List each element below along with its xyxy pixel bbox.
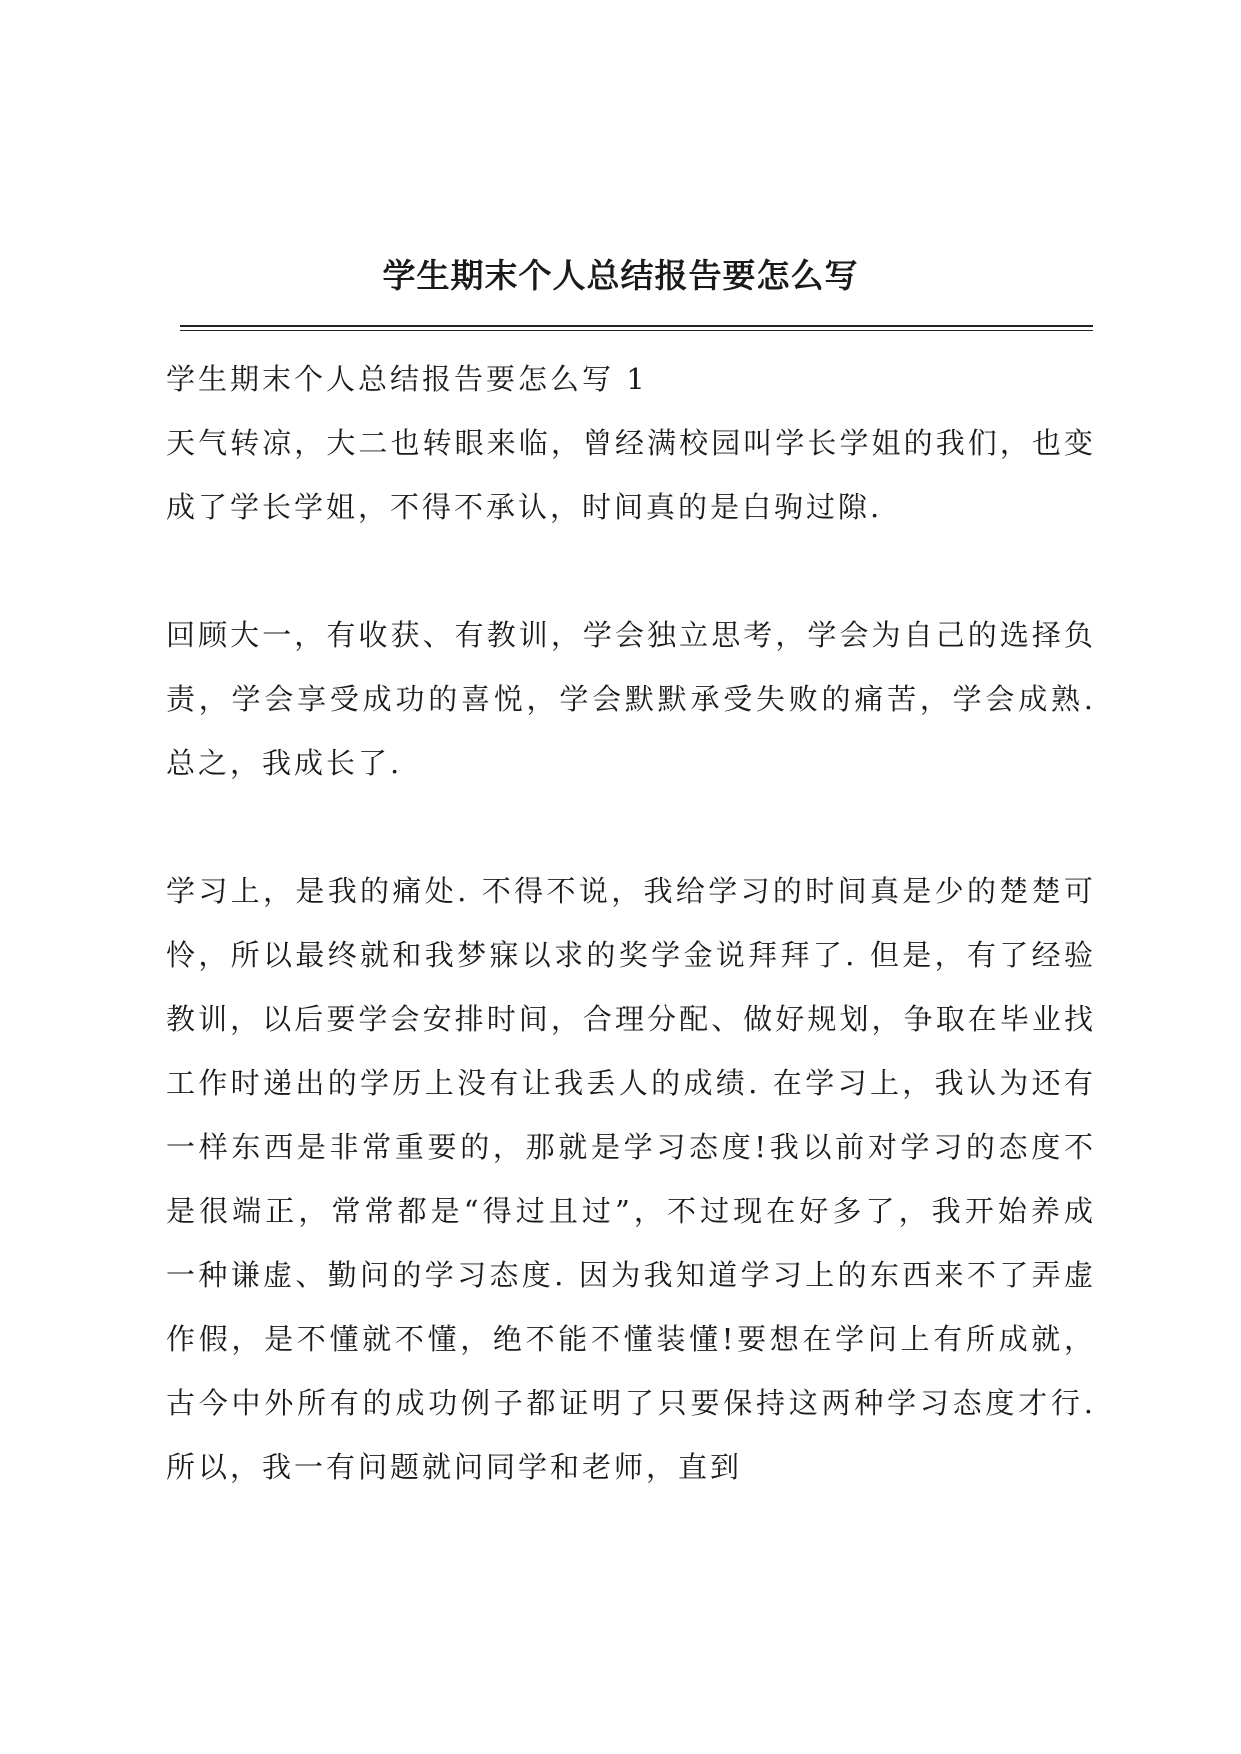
paragraph-1: 天气转凉，大二也转眼来临，曾经满校园叫学长学姐的我们，也变成了学长学姐，不得不承认，时间真的是白驹过隙. bbox=[166, 426, 1096, 524]
paragraph-2: 回顾大一，有收获、有教训，学会独立思考，学会为自己的选择负责，学会享受成功的喜悦，学会默默承受失败的痛苦，学会成熟. 总之，我成长了. bbox=[166, 618, 1096, 780]
paragraph-3: 学习上，是我的痛处. 不得不说，我给学习的时间真是少的楚楚可怜，所以最终就和我梦寐以求的奖学金说拜拜了. 但是，有了经验教训，以后要学会安排时间，合理分配、做好规划，争取在毕业找工作时递出的学历上没有让我丢人的成绩. 在学习上，我认为还有一样东西是非常重要的，那就是学习态度!我以前对学习的态度不是很端正，常常都是“得过且过”，不过现在好多了，我开始养成一种谦虚、勤问的学习态度. 因为我知道学习上的东西来不了弄虚作假，是不懂就不懂，绝不能不懂装懂!要想在学问上有所成就，古今中外所有的成功例子都证明了只要保持这两种学习态度才行. 所以，我一有问题就问同学和老师，直到 bbox=[166, 874, 1096, 1484]
document-title: 学生期末个人总结报告要怎么写 bbox=[382, 256, 859, 295]
title-double-rule bbox=[180, 325, 1093, 331]
section-heading: 学生期末个人总结报告要怎么写 1 bbox=[166, 362, 648, 396]
document-body bbox=[166, 357, 1096, 1499]
